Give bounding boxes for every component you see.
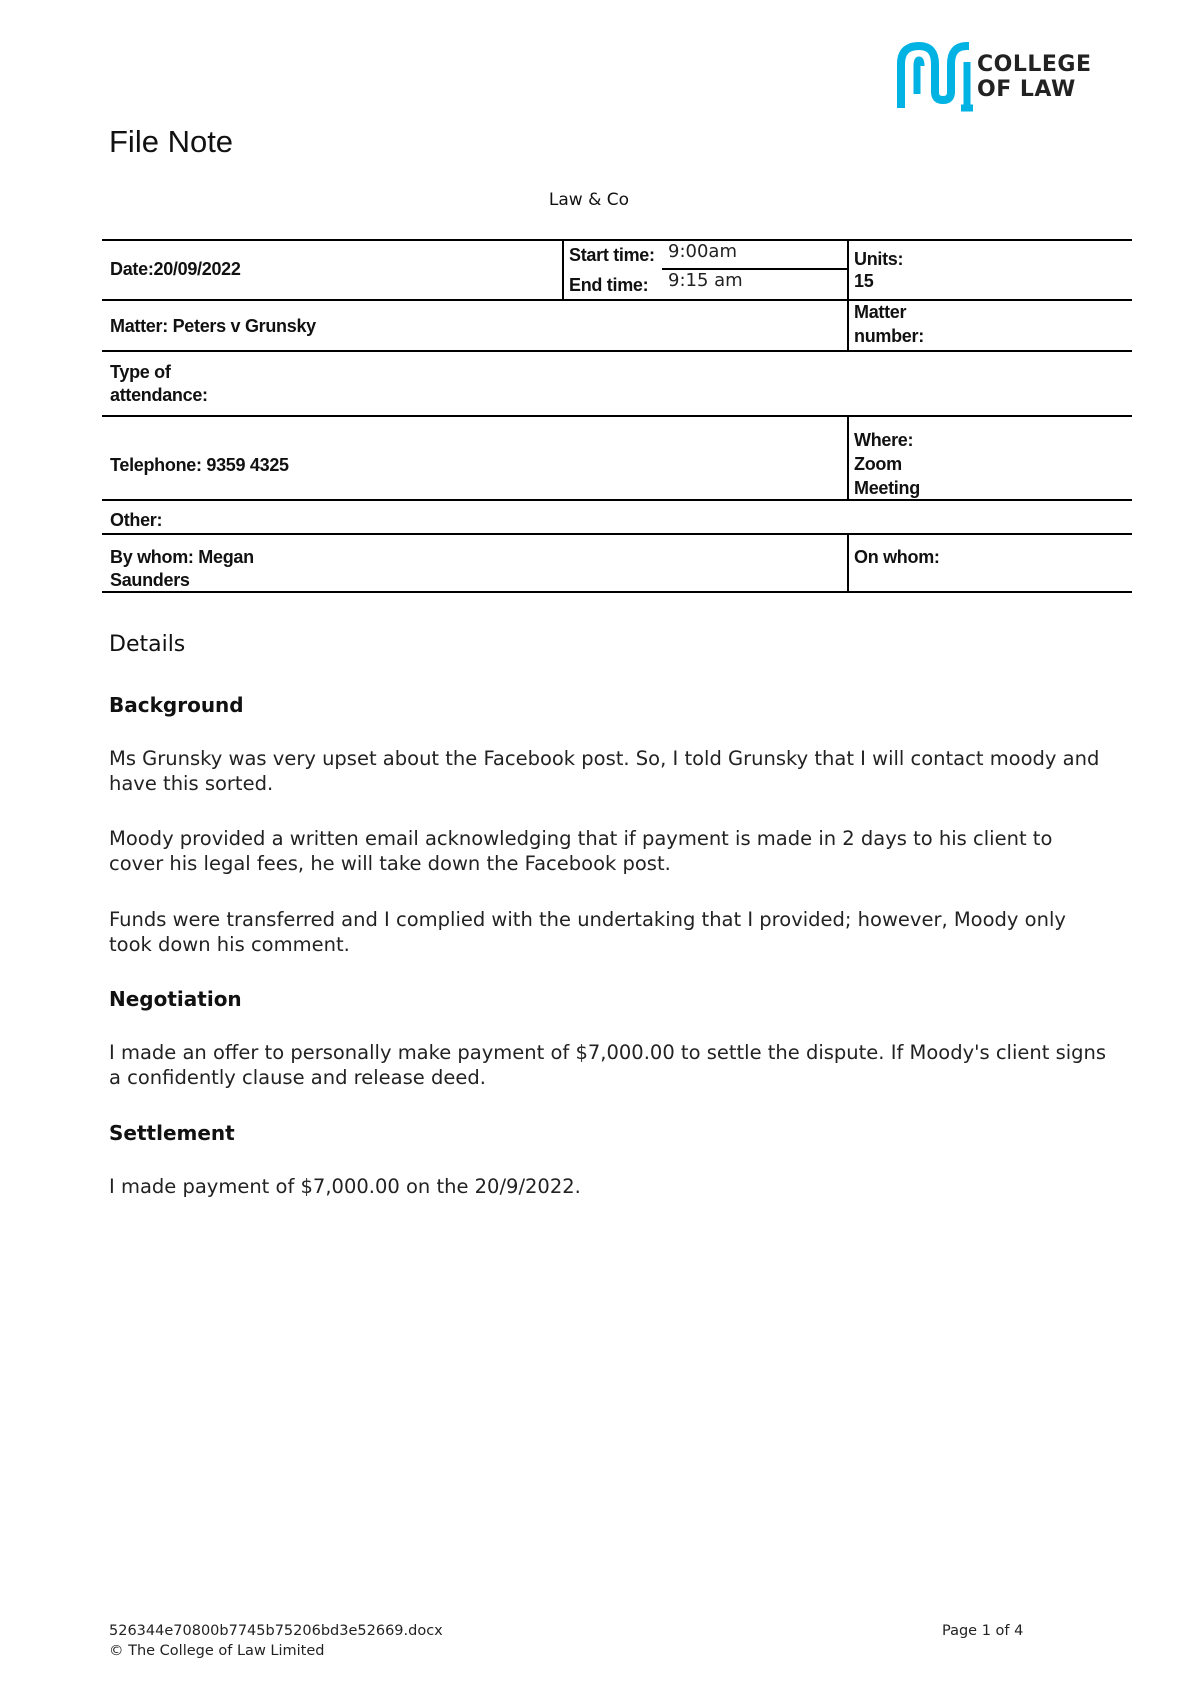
rule (102, 499, 1132, 501)
matter-field: Matter: Peters v Grunsky (110, 316, 316, 336)
telephone-field: Telephone: 9359 4325 (110, 455, 289, 475)
page-title: File Note (109, 124, 234, 159)
page-number: Page 1 of 4 (942, 1623, 1024, 1639)
divider (847, 533, 849, 592)
by-whom-1: By whom: Megan (110, 547, 254, 567)
rule (102, 415, 1132, 417)
details-heading: Details (109, 632, 186, 657)
rule (102, 591, 1132, 593)
logo-text-of-law: OF LAW (977, 77, 1076, 102)
date-field: Date:20/09/2022 (110, 259, 241, 279)
on-whom-label: On whom: (854, 547, 940, 567)
rule (102, 533, 1132, 535)
rule (102, 299, 1132, 301)
end-time-value: 9:15 am (668, 270, 743, 291)
settlement-heading: Settlement (109, 1121, 235, 1145)
footer-filename: 526344e70800b7745b75206bd3e52669.docx (109, 1623, 443, 1639)
by-whom-2: Saunders (110, 570, 190, 590)
negotiation-heading: Negotiation (109, 987, 242, 1011)
paragraph: Moody provided a written email acknowledging that if payment is made in 2 days to his client to cover his legal fees, he will take down the Facebook post. (109, 827, 1053, 875)
logo-text-college: COLLEGE (977, 52, 1092, 77)
where-value-1: Zoom (854, 454, 902, 474)
firm-name: Law & Co (548, 190, 630, 210)
divider (847, 415, 849, 500)
units-label: Units: (854, 249, 904, 269)
where-value-2: Meeting (854, 478, 920, 498)
attendance-label-2: attendance: (110, 385, 208, 405)
paragraph: Ms Grunsky was very upset about the Facebook post. So, I told Grunsky that I will contact moody and have this sorted. (109, 747, 1100, 795)
rule (102, 239, 1132, 241)
divider (847, 239, 849, 351)
paragraph: Funds were transferred and I complied with the undertaking that I provided; however, Moody only took down his comment. (109, 908, 1066, 956)
divider (562, 239, 564, 300)
start-time-label: Start time: (569, 245, 655, 265)
logo-wordmark (977, 52, 1092, 102)
end-time-label: End time: (569, 275, 649, 295)
other-label: Other: (110, 510, 163, 530)
matter-number-label-1: Matter (854, 302, 907, 322)
rule (102, 350, 1132, 352)
units-value: 15 (854, 271, 874, 291)
file-note-form (102, 239, 1132, 593)
attendance-label-1: Type of (110, 362, 171, 382)
footer-copyright: © The College of Law Limited (109, 1643, 325, 1659)
background-heading: Background (109, 693, 244, 717)
start-time-value: 9:00am (668, 241, 737, 262)
where-label: Where: (854, 430, 914, 450)
paragraph: I made an offer to personally make payment of $7,000.00 to settle the dispute. If Moody's client signs a confidently clause and release deed. (109, 1041, 1107, 1089)
matter-number-label-2: number: (854, 326, 924, 346)
paragraph: I made payment of $7,000.00 on the 20/9/2022. (109, 1175, 581, 1198)
